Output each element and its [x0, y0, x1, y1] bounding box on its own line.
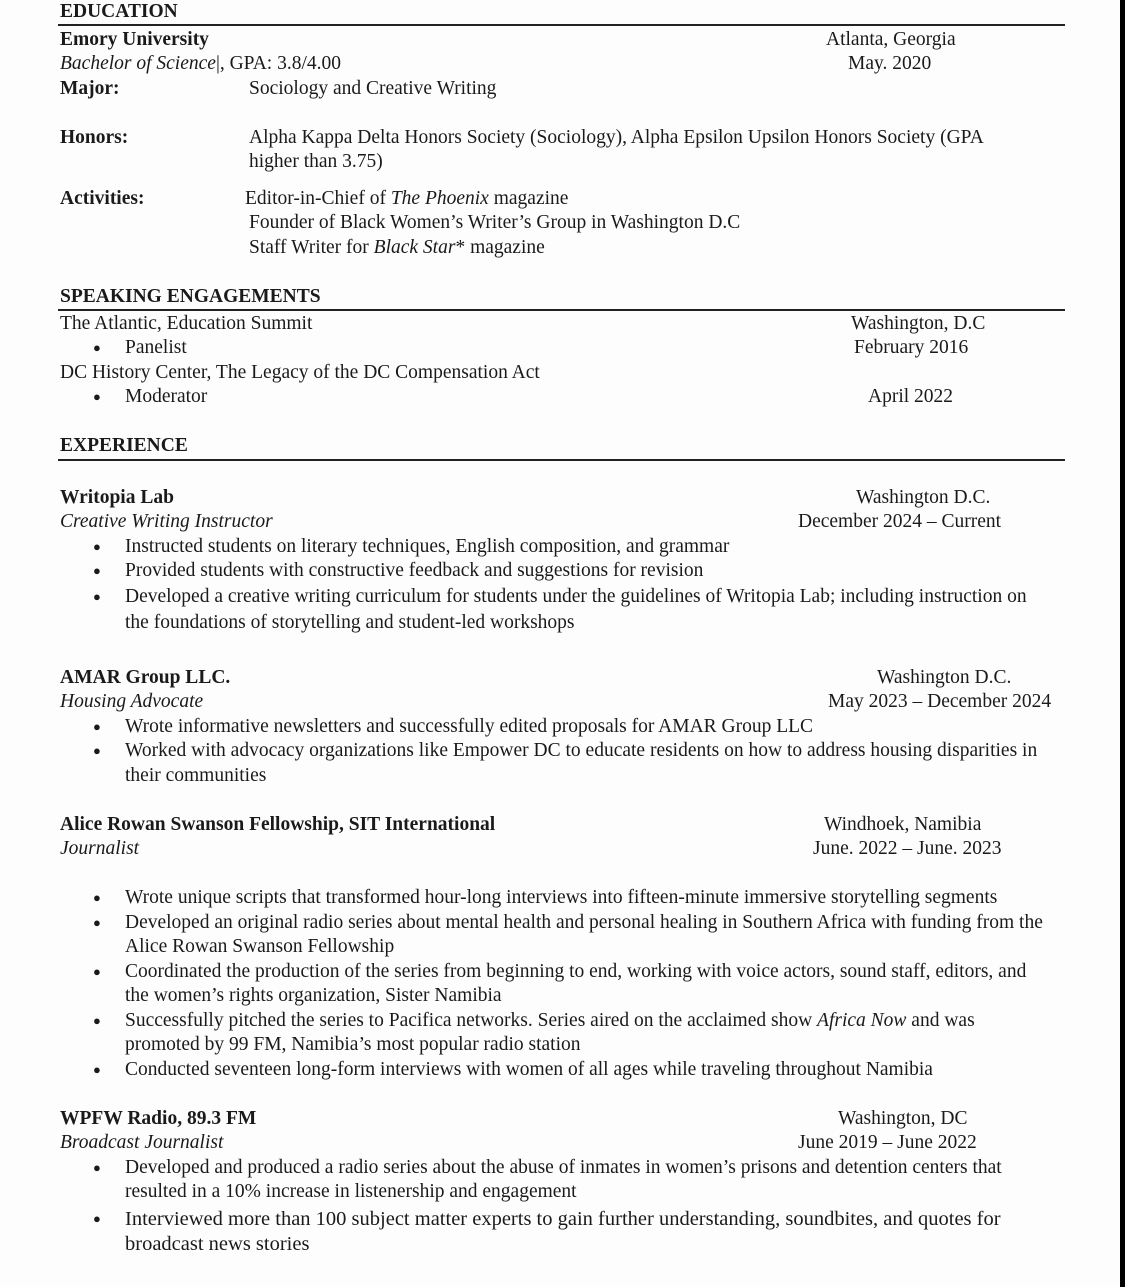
bullet-icon: ●	[93, 340, 101, 355]
job-3-bullet-4-post: and was	[906, 1010, 975, 1031]
job-1-title: Creative Writing Instructor	[60, 511, 273, 532]
job-1-org: Writopia Lab	[60, 487, 174, 508]
activity-1-post: magazine	[488, 188, 569, 209]
job-4-bullet-2-line-2: broadcast news stories	[125, 1233, 310, 1255]
engagement-1-role: Panelist	[125, 337, 187, 358]
honors-label: Honors:	[60, 127, 129, 148]
experience-heading: EXPERIENCE	[60, 435, 188, 456]
speaking-heading: SPEAKING ENGAGEMENTS	[60, 286, 321, 307]
job-4-bullet-1-line-2: resulted in a 10% increase in listenership and engagement	[125, 1181, 577, 1202]
engagement-1-date: February 2016	[854, 337, 969, 358]
job-4-bullet-1-line-1: Developed and produced a radio series about the abuse of inmates in women’s prisons and detention centers that	[125, 1157, 1002, 1178]
bullet-icon: ●	[93, 1211, 101, 1226]
bullet-icon: ●	[93, 890, 101, 905]
bullet-icon: ●	[93, 589, 101, 604]
job-1-bullet-3-line-2: the foundations of storytelling and student-led workshops	[125, 612, 575, 633]
activity-1-pre: Editor-in-Chief of	[245, 188, 391, 209]
job-3-bullet-5: Conducted seventeen long-form interviews with women of all ages while traveling throughout Namibia	[125, 1059, 933, 1080]
job-3-title: Journalist	[60, 838, 140, 859]
job-3-bullet-4-pre: Successfully pitched the series to Pacifica networks. Series aired on the acclaimed show	[125, 1010, 818, 1031]
bullet-icon: ●	[93, 389, 101, 404]
job-4-bullet-2-line-1: Interviewed more than 100 subject matter experts to gain further understanding, soundbites, and quotes for	[125, 1208, 1001, 1230]
job-4-title: Broadcast Journalist	[60, 1132, 224, 1153]
engagement-2-title: DC History Center, The Legacy of the DC Compensation Act	[60, 362, 540, 383]
job-2-dates: May 2023 – December 2024	[828, 691, 1052, 712]
honors-line-2: higher than 3.75)	[249, 151, 383, 172]
job-2-bullet-2-line-1: Worked with advocacy organizations like Empower DC to educate residents on how to address housing disparities in	[125, 740, 1038, 761]
activity-3	[249, 236, 545, 260]
job-3-bullet-3-line-1: Coordinated the production of the series from beginning to end, working with voice actors, sound staff, editors, and	[125, 961, 1027, 982]
bullet-icon: ●	[93, 539, 101, 554]
job-3-bullet-2-line-1: Developed an original radio series about mental health and personal healing in Southern Africa with funding from the	[125, 912, 1043, 933]
degree-line	[60, 52, 341, 76]
activities-label: Activities:	[60, 188, 145, 209]
major-label: Major:	[60, 78, 120, 99]
job-4-location: Washington, DC	[838, 1108, 968, 1129]
bullet-icon: ●	[93, 1013, 101, 1028]
activity-3-pre: Staff Writer for	[249, 237, 374, 258]
job-2-org: AMAR Group LLC.	[60, 667, 231, 688]
experience-divider	[58, 459, 1065, 461]
education-heading: EDUCATION	[60, 1, 178, 22]
bullet-icon: ●	[93, 719, 101, 734]
activity-1-italic: The Phoenix	[390, 188, 489, 209]
activity-3-post: * magazine	[455, 237, 545, 258]
job-3-bullet-3-line-2: the women’s rights organization, Sister Namibia	[125, 985, 502, 1006]
bullet-icon: ●	[93, 1160, 101, 1175]
honors-line-1: Alpha Kappa Delta Honors Society (Sociology), Alpha Epsilon Upsilon Honors Society (GPA	[249, 127, 984, 148]
engagement-1-title: The Atlantic, Education Summit	[60, 313, 313, 334]
job-2-title: Housing Advocate	[60, 691, 204, 712]
graduation-date: May. 2020	[848, 53, 932, 74]
job-4-dates: June 2019 – June 2022	[798, 1132, 977, 1153]
job-1-bullet-2: Provided students with constructive feedback and suggestions for revision	[125, 560, 704, 581]
job-2-location: Washington D.C.	[877, 667, 1012, 688]
education-divider	[58, 24, 1065, 26]
activity-1	[245, 187, 568, 211]
engagement-2-role: Moderator	[125, 386, 208, 407]
job-3-bullet-4-italic: Africa Now	[817, 1010, 907, 1031]
activity-2: Founder of Black Women’s Writer’s Group in Washington D.C	[249, 212, 741, 233]
bullet-icon: ●	[93, 563, 101, 578]
activity-3-italic: Black Star	[373, 237, 456, 258]
bullet-icon: ●	[93, 964, 101, 979]
job-1-location: Washington D.C.	[856, 487, 991, 508]
job-3-bullet-4-line-1	[125, 1009, 975, 1033]
job-1-bullet-3-line-1: Developed a creative writing curriculum for students under the guidelines of Writopia Lab; including instruction on	[125, 586, 1027, 607]
job-3-bullet-2-line-2: Alice Rowan Swanson Fellowship	[125, 936, 395, 957]
degree-name: Bachelor of Science	[60, 53, 216, 74]
job-2-bullet-1: Wrote informative newsletters and successfully edited proposals for AMAR Group LLC	[125, 716, 814, 737]
school-name: Emory University	[60, 29, 209, 50]
engagement-2-date: April 2022	[868, 386, 954, 407]
bullet-icon: ●	[93, 915, 101, 930]
major-value: Sociology and Creative Writing	[249, 78, 497, 99]
bullet-icon: ●	[93, 1062, 101, 1077]
job-3-bullet-1: Wrote unique scripts that transformed hour-long interviews into fifteen-minute immersive storytelling segments	[125, 887, 998, 908]
job-1-dates: December 2024 – Current	[798, 511, 1002, 532]
job-1-bullet-1: Instructed students on literary techniques, English composition, and grammar	[125, 536, 730, 557]
job-3-org: Alice Rowan Swanson Fellowship, SIT International	[60, 814, 496, 835]
job-4-org: WPFW Radio, 89.3 FM	[60, 1108, 257, 1129]
job-3-bullet-4-line-2: promoted by 99 FM, Namibia’s most popular radio station	[125, 1034, 581, 1055]
job-3-dates: June. 2022 – June. 2023	[813, 838, 1002, 859]
bullet-icon: ●	[93, 743, 101, 758]
engagement-1-location: Washington, D.C	[851, 313, 986, 334]
school-location: Atlanta, Georgia	[826, 29, 956, 50]
speaking-divider	[58, 309, 1065, 311]
job-2-bullet-2-line-2: their communities	[125, 765, 267, 786]
job-3-location: Windhoek, Namibia	[824, 814, 982, 835]
degree-gpa: |, GPA: 3.8/4.00	[215, 53, 342, 74]
